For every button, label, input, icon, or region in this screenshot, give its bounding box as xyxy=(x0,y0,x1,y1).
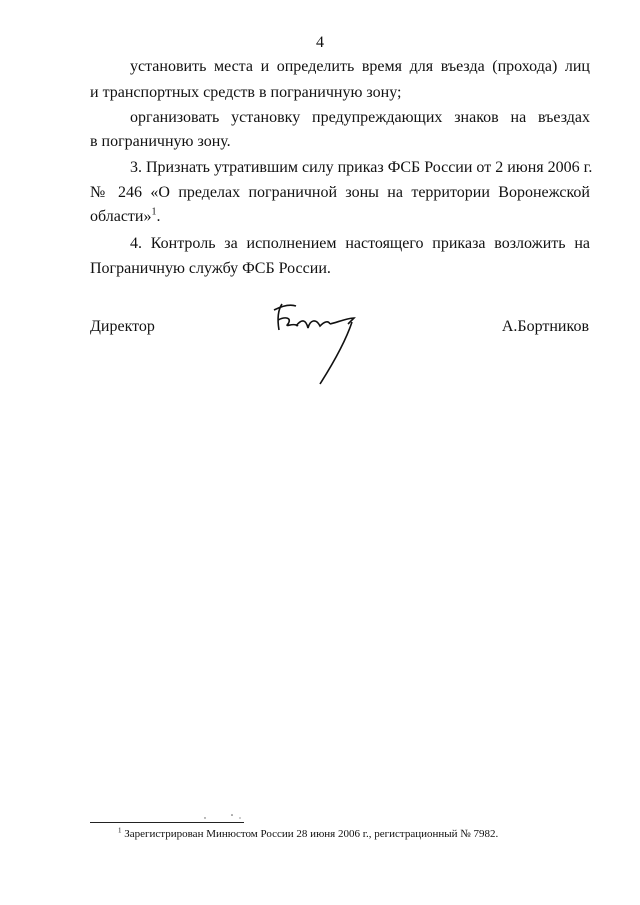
scan-specks xyxy=(200,812,250,820)
page-number: 4 xyxy=(316,34,324,51)
footnote-mark: 1 xyxy=(118,826,122,835)
handwritten-signature xyxy=(268,296,368,388)
paragraph-3-line-3-text: области» xyxy=(90,208,152,225)
signatory-title: Директор xyxy=(90,318,155,335)
paragraph-1-line-1: установить места и определить время для въезда (прохода) лиц xyxy=(130,58,590,75)
paragraph-4-line-2: Пограничную службу ФСБ России. xyxy=(90,260,331,277)
footnote xyxy=(118,826,498,842)
paragraph-3-line-1: 3. Признать утратившим силу приказ ФСБ России от 2 июня 2006 г. xyxy=(130,159,593,176)
paragraph-4-line-1: 4. Контроль за исполнением настоящего приказа возложить на xyxy=(130,235,590,252)
paragraph-3-line-3-end: . xyxy=(156,208,161,225)
paragraph-2-line-1: организовать установку предупреждающих знаков на въездах xyxy=(130,109,590,126)
paragraph-1-line-2: и транспортных средств в пограничную зону; xyxy=(90,84,402,101)
paragraph-3-line-3 xyxy=(90,206,590,228)
paragraph-2-line-2: в пограничную зону. xyxy=(90,133,231,150)
footnote-reference-mark[interactable]: 1 xyxy=(151,206,157,218)
signatory-name: А.Бортников xyxy=(501,318,589,335)
footnote-separator xyxy=(90,822,244,823)
footnote-text: Зарегистрирован Минюстом России 28 июня 2006 г., регистрационный № 7982. xyxy=(121,828,499,840)
paragraph-3-line-2: № 246 «О пределах пограничной зоны на территории Воронежской xyxy=(90,184,590,201)
